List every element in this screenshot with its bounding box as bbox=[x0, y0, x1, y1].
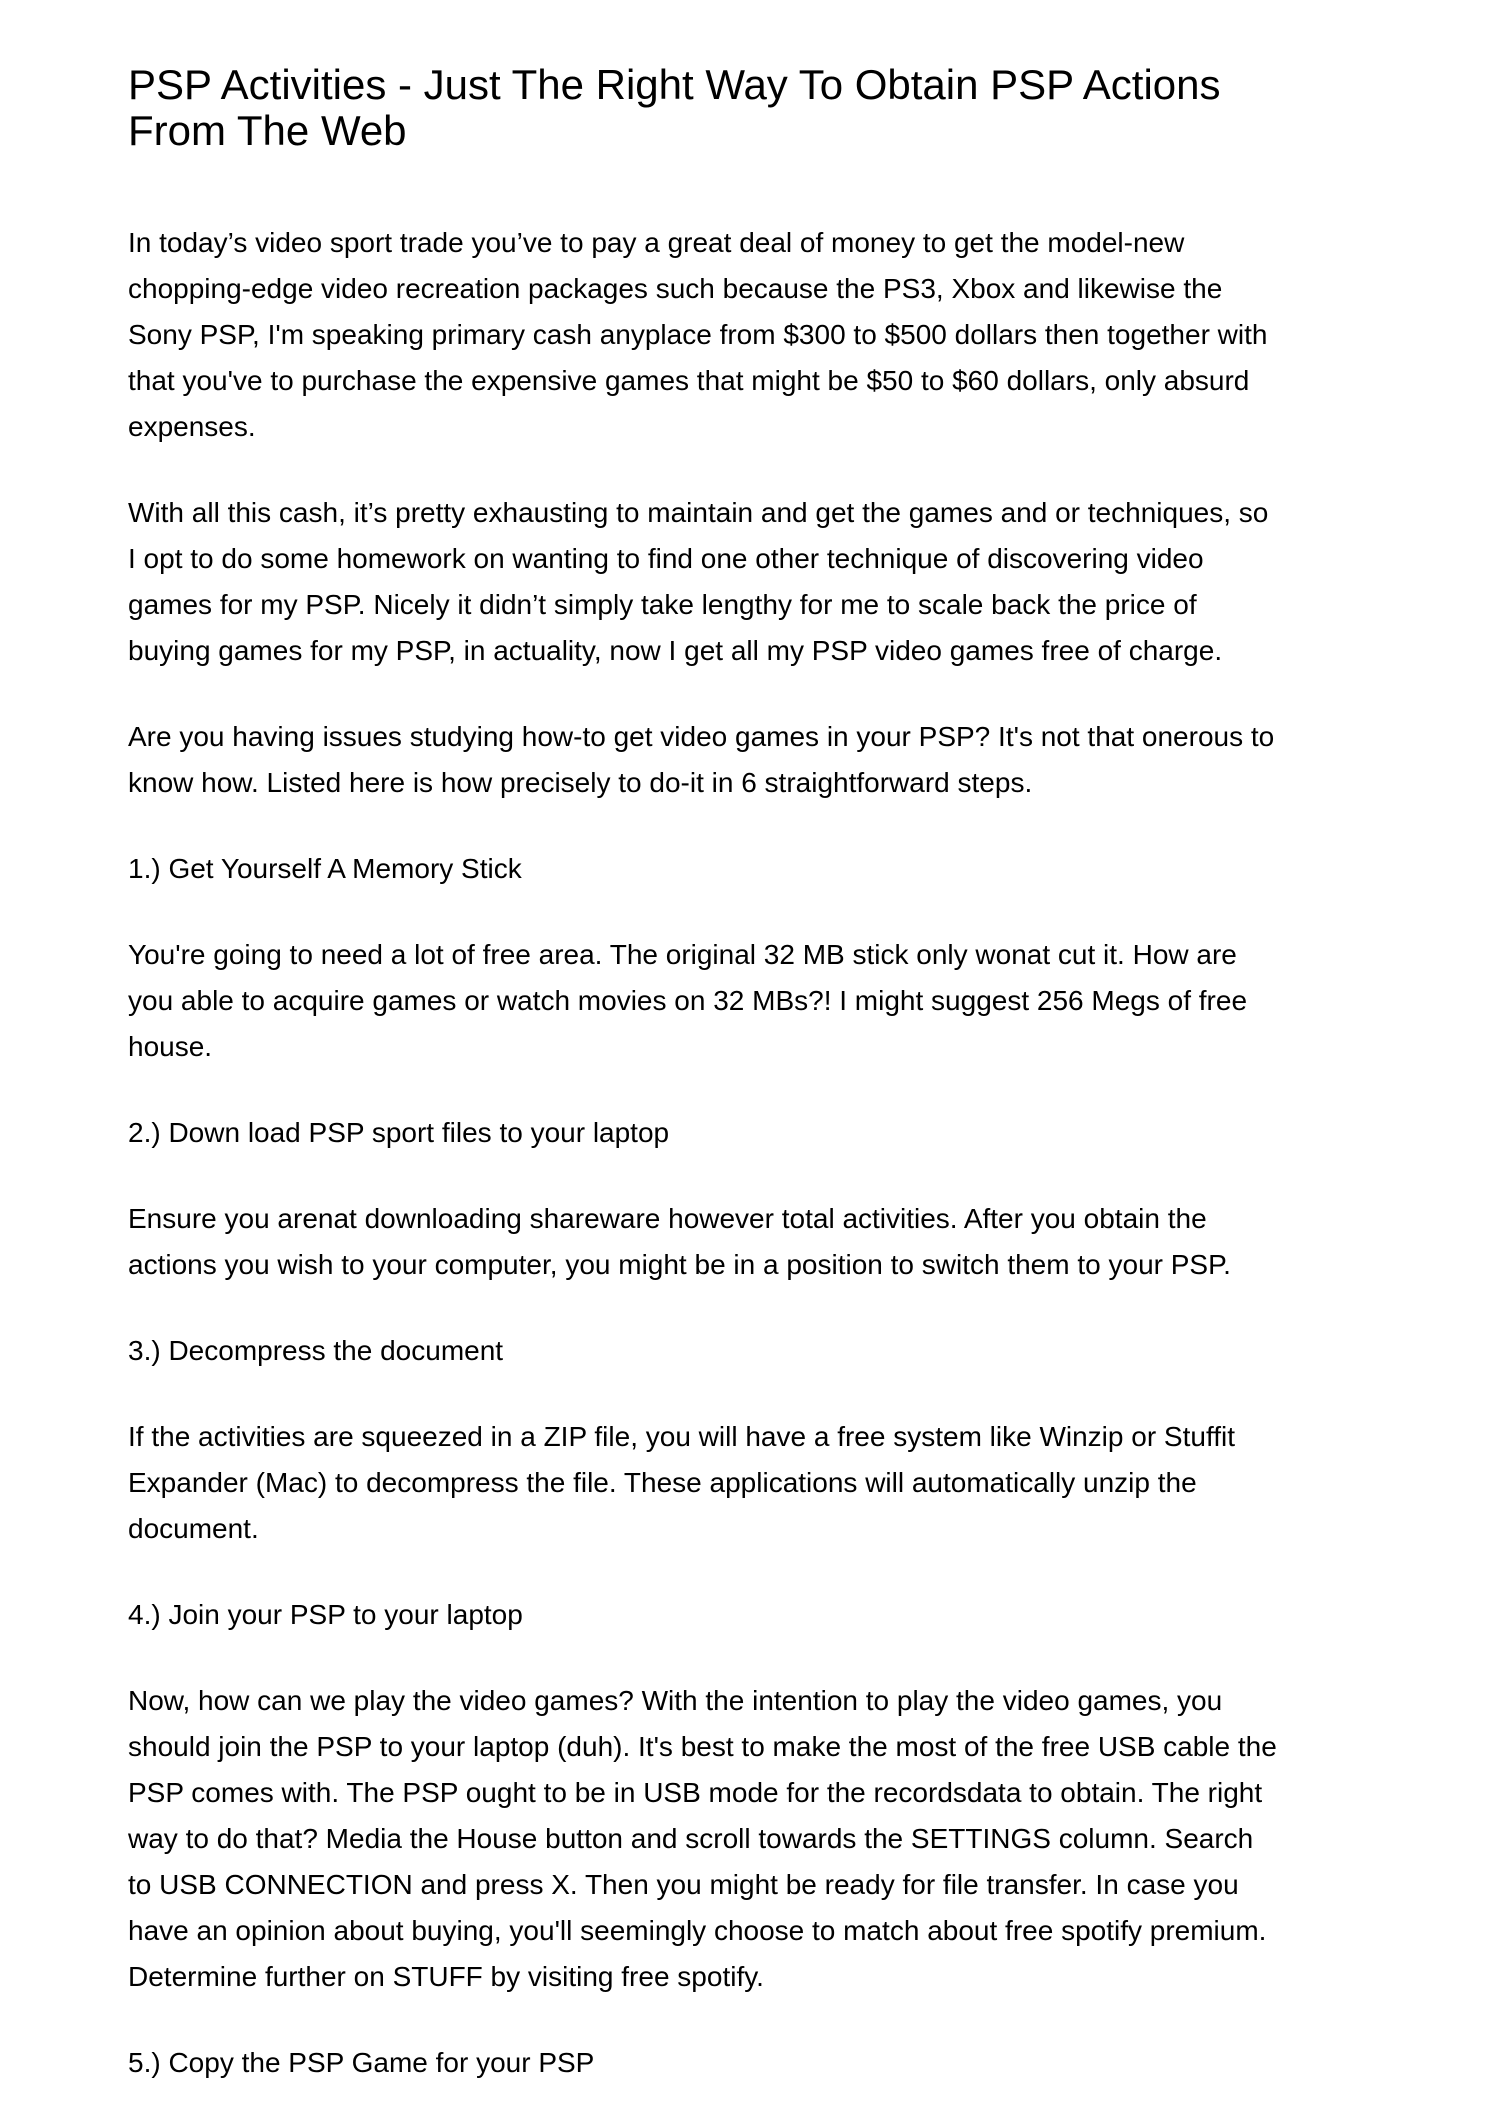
step-heading-5 bbox=[128, 2040, 1388, 2086]
text-line: expenses. bbox=[128, 411, 256, 442]
body-paragraph bbox=[128, 220, 1388, 450]
text-line: have an opinion about buying, you'll seemingly choose to match about free spotify premium. bbox=[128, 1915, 1267, 1946]
text-line: 3.) Decompress the document bbox=[128, 1335, 504, 1366]
text-line: house. bbox=[128, 1031, 213, 1062]
text-line: 2.) Down load PSP sport files to your laptop bbox=[128, 1117, 670, 1148]
title-line: From The Web bbox=[128, 107, 407, 154]
text-line: Determine further on STUFF by visiting free spotify. bbox=[128, 1961, 764, 1992]
step-heading-4 bbox=[128, 1592, 1388, 1638]
text-line: You're going to need a lot of free area. The original 32 MB stick only wonat cut it. How are bbox=[128, 939, 1237, 970]
step-heading-3 bbox=[128, 1328, 1388, 1374]
document-title bbox=[128, 62, 1388, 154]
text-line: I opt to do some homework on wanting to find one other technique of discovering video bbox=[128, 543, 1204, 574]
text-line: way to do that? Media the House button and scroll towards the SETTINGS column. Search bbox=[128, 1823, 1254, 1854]
text-line: buying games for my PSP, in actuality, now I get all my PSP video games free of charge. bbox=[128, 635, 1223, 666]
document-page bbox=[128, 62, 1388, 2126]
text-line: 4.) Join your PSP to your laptop bbox=[128, 1599, 523, 1630]
text-line: document. bbox=[128, 1513, 259, 1544]
text-line: Now, how can we play the video games? With the intention to play the video games, you bbox=[128, 1685, 1223, 1716]
body-paragraph bbox=[128, 1678, 1388, 2000]
text-line: actions you wish to your computer, you might be in a position to switch them to your PSP. bbox=[128, 1249, 1231, 1280]
text-line: If the activities are squeezed in a ZIP file, you will have a free system like Winzip or Stuffit bbox=[128, 1421, 1236, 1452]
text-line: With all this cash, it’s pretty exhausting to maintain and get the games and or techniques, so bbox=[128, 497, 1269, 528]
text-line: Expander (Mac) to decompress the file. These applications will automatically unzip the bbox=[128, 1467, 1197, 1498]
text-line: you able to acquire games or watch movies on 32 MBs?! I might suggest 256 Megs of free bbox=[128, 985, 1248, 1016]
text-line: PSP comes with. The PSP ought to be in USB mode for the recordsdata to obtain. The right bbox=[128, 1777, 1263, 1808]
text-line: Sony PSP, I'm speaking primary cash anyplace from $300 to $500 dollars then together with bbox=[128, 319, 1268, 350]
body-paragraph bbox=[128, 490, 1388, 674]
text-line: Ensure you arenat downloading shareware however total activities. After you obtain the bbox=[128, 1203, 1207, 1234]
text-line: 5.) Copy the PSP Game for your PSP bbox=[128, 2047, 595, 2078]
text-line: that you've to purchase the expensive games that might be $50 to $60 dollars, only absurd bbox=[128, 365, 1250, 396]
body-paragraph bbox=[128, 932, 1388, 1070]
text-line: should join the PSP to your laptop (duh). It's best to make the most of the free USB cable the bbox=[128, 1731, 1277, 1762]
step-heading-1 bbox=[128, 846, 1388, 892]
body-paragraph bbox=[128, 1414, 1388, 1552]
text-line: In today’s video sport trade you’ve to pay a great deal of money to get the model-new bbox=[128, 227, 1185, 258]
body-paragraph bbox=[128, 714, 1388, 806]
step-heading-2 bbox=[128, 1110, 1388, 1156]
text-line: chopping-edge video recreation packages such because the PS3, Xbox and likewise the bbox=[128, 273, 1223, 304]
text-line: games for my PSP. Nicely it didn’t simply take lengthy for me to scale back the price of bbox=[128, 589, 1197, 620]
text-line: know how. Listed here is how precisely to do-it in 6 straightforward steps. bbox=[128, 767, 1033, 798]
text-line: to USB CONNECTION and press X. Then you might be ready for file transfer. In case you bbox=[128, 1869, 1239, 1900]
title-line: PSP Activities - Just The Right Way To Obtain PSP Actions bbox=[128, 61, 1221, 108]
text-line: 1.) Get Yourself A Memory Stick bbox=[128, 853, 522, 884]
text-line: Are you having issues studying how-to get video games in your PSP? It's not that onerous to bbox=[128, 721, 1275, 752]
body-paragraph bbox=[128, 1196, 1388, 1288]
